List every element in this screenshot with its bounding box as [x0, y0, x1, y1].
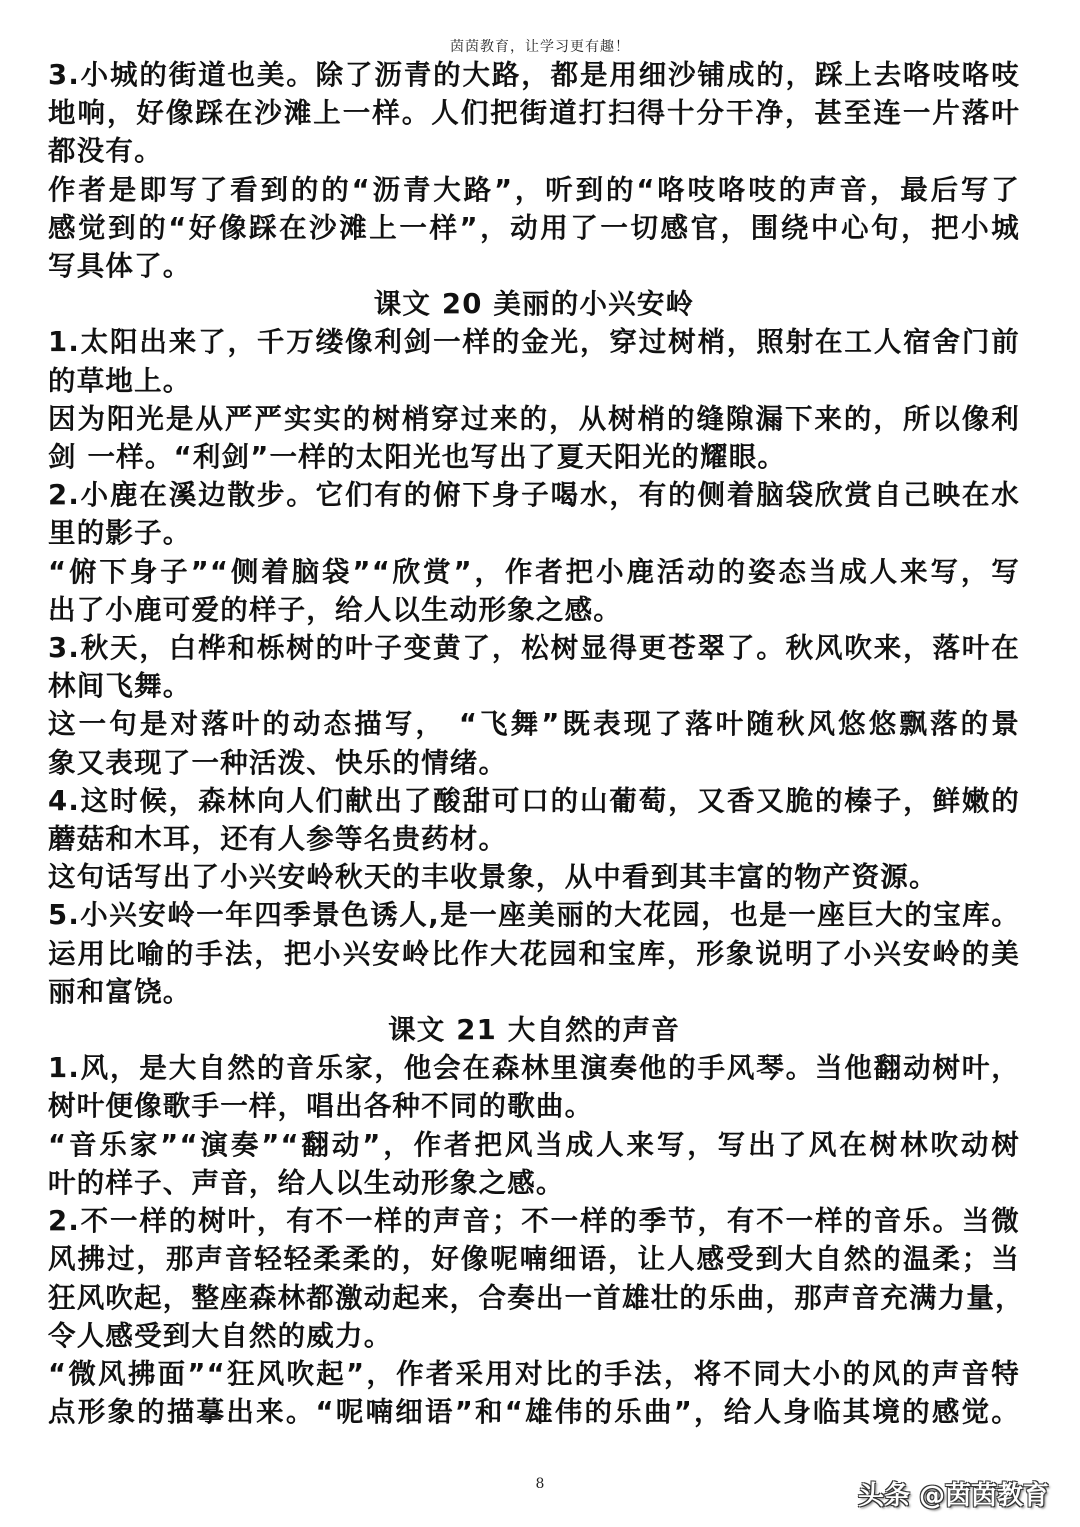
text-line: 1.太阳出来了，千万缕像利剑一样的金光，穿过树梢，照射在工人宿舍门前 — [48, 326, 1020, 359]
section-title: 课文 20 美丽的小兴安岭 — [373, 288, 695, 321]
text-line: 里的影子。 — [48, 517, 192, 550]
text-line: 地响，好像踩在沙滩上一样。人们把街道打扫得十分干净，甚至连一片落叶 — [48, 97, 1020, 130]
text-line: 作者是即写了看到的的“沥青大路”，听到的“咯吱咯吱的声音，最后写了 — [48, 173, 1020, 206]
text-line: 3.秋天，白桦和栎树的叶子变黄了，松树显得更苍翠了。秋风吹来，落叶在 — [48, 632, 1020, 665]
text-line: 丽和富饶。 — [48, 975, 192, 1008]
watermark: 头条 @茵茵教育 — [858, 1481, 1050, 1511]
text-line: 令人感受到大自然的威力。 — [48, 1319, 393, 1352]
document-body — [48, 56, 1024, 1431]
text-line: 剑 一样。“利剑”一样的太阳光也写出了夏天阳光的耀眼。 — [48, 441, 787, 474]
text-line: 点形象的描摹出来。“呢喃细语”和“雄伟的乐曲”，给人身临其境的感觉。 — [48, 1396, 1020, 1429]
text-line: 感觉到的“好像踩在沙滩上一样”，动用了一切感官，围绕中心句，把小城 — [48, 211, 1020, 244]
text-line: 象又表现了一种活泼、快乐的情绪。 — [48, 746, 508, 779]
text-line: 这一句是对落叶的动态描写， “飞舞”既表现了落叶随秋风悠悠飘落的景 — [48, 708, 1020, 741]
text-line: 林间飞舞。 — [48, 670, 192, 703]
text-line: 4.这时候，森林向人们献出了酸甜可口的山葡萄，又香又脆的榛子，鲜嫩的 — [48, 784, 1020, 817]
page-header: 茵茵教育，让学习更有趣！ — [450, 39, 630, 55]
text-line: 3.小城的街道也美。除了沥青的大路，都是用细沙铺成的，踩上去咯吱咯吱 — [48, 59, 1020, 91]
text-line: 2.小鹿在溪边散步。它们有的俯下身子喝水，有的侧着脑袋欣赏自己映在水 — [48, 479, 1020, 512]
text-line: 狂风吹起，整座森林都激动起来，合奏出一首雄壮的乐曲，那声音充满力量， — [48, 1281, 1024, 1314]
text-line: 5.小兴安岭一年四季景色诱人,是一座美丽的大花园，也是一座巨大的宝库。 — [48, 899, 1020, 932]
text-line: “音乐家”“演奏”“翻动”，作者把风当成人来写，写出了风在树林吹动树 — [48, 1128, 1020, 1161]
text-line: 写具体了。 — [48, 250, 192, 283]
text-line: 2.不一样的树叶，有不一样的声音；不一样的季节，有不一样的音乐。当微 — [48, 1205, 1020, 1238]
text-line: 叶的样子、声音，给人以生动形象之感。 — [48, 1166, 565, 1199]
text-line: 这句话写出了小兴安岭秋天的丰收景象，从中看到其丰富的物产资源。 — [48, 861, 938, 894]
text-line: 1.风，是大自然的音乐家，他会在森林里演奏他的手风琴。当他翻动树叶， — [48, 1052, 1020, 1085]
section-title: 课文 21 大自然的声音 — [388, 1014, 680, 1047]
text-line: 因为阳光是从严严实实的树梢穿过来的，从树梢的缝隙漏下来的，所以像利 — [48, 402, 1020, 435]
text-line: 的草地上。 — [48, 364, 192, 397]
text-line: 都没有。 — [48, 135, 163, 168]
text-line: 出了小鹿可爱的样子，给人以生动形象之感。 — [48, 593, 622, 626]
text-line: 运用比喻的手法，把小兴安岭比作大花园和宝库，形象说明了小兴安岭的美 — [48, 937, 1020, 970]
text-line: “俯下身子”“侧着脑袋”“欣赏”，作者把小鹿活动的姿态当成人来写，写 — [48, 555, 1020, 588]
text-line: 树叶便像歌手一样，唱出各种不同的歌曲。 — [48, 1090, 594, 1123]
text-line: “微风拂面”“狂风吹起”，作者采用对比的手法，将不同大小的风的声音特 — [48, 1357, 1020, 1390]
text-line: 蘑菇和木耳，还有人参等名贵药材。 — [48, 823, 508, 856]
text-line: 风拂过，那声音轻轻柔柔的，好像呢喃细语，让人感受到大自然的温柔；当 — [48, 1243, 1020, 1276]
page-number: 8 — [535, 1476, 545, 1492]
